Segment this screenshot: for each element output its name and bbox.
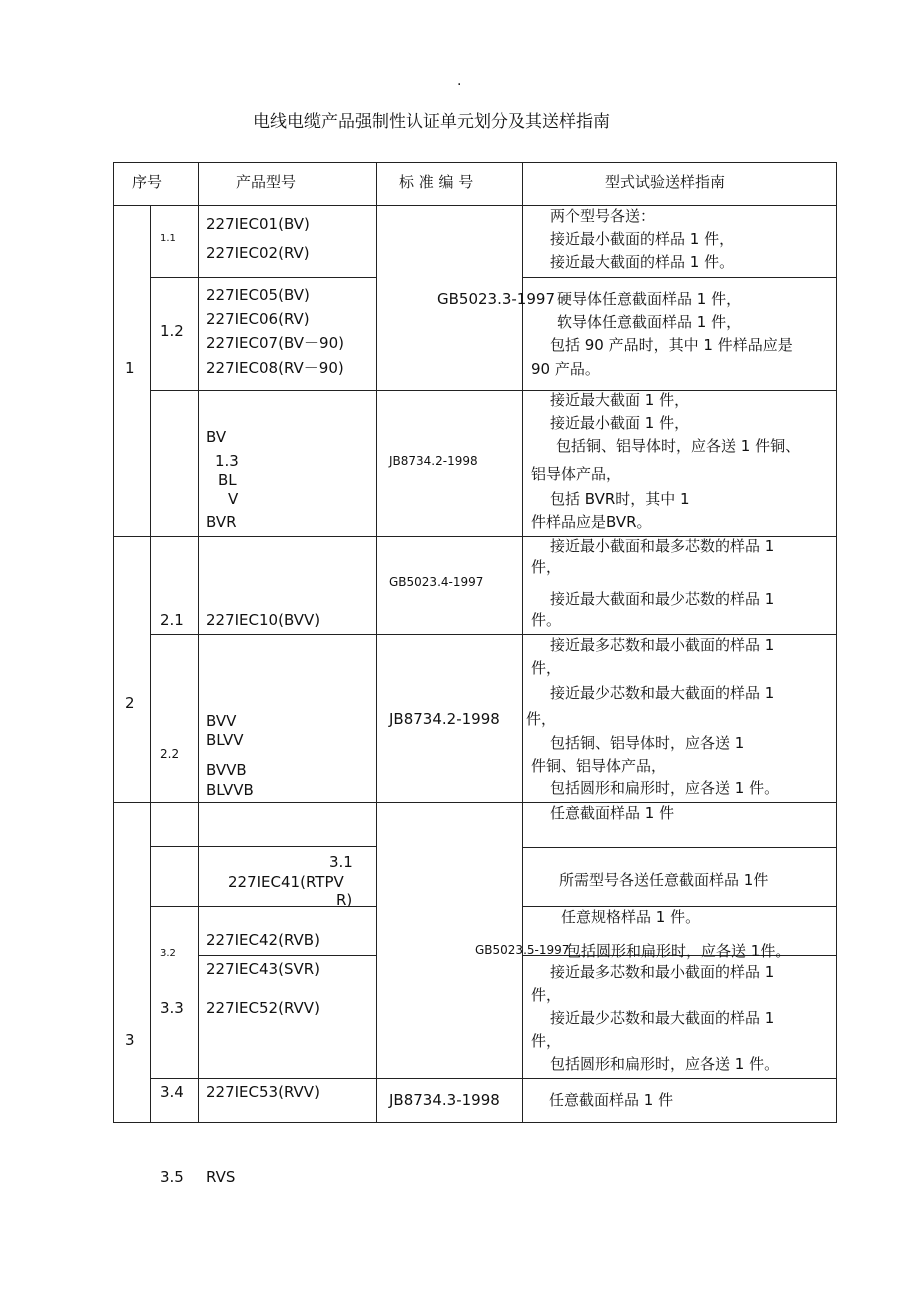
sub-number: 3.4 [160,1083,184,1101]
guide-line: 件， [531,659,562,677]
guide-line: 接近最多芯数和最小截面的样品 1 [550,636,775,654]
guide-line: 件， [531,1032,562,1050]
product-model: RVS [206,1168,236,1186]
header-divider [113,205,837,206]
product-model: BLVV [206,731,244,749]
row-divider [150,1078,837,1079]
product-model: 227IEC08(RV－90) [206,359,344,377]
table-border-bottom [113,1122,837,1123]
guide-line: 接近最大截面 1 件， [550,391,690,409]
product-model: R) [336,891,353,909]
sub-number: 3.2 [160,948,176,959]
guide-line: 接近最大截面的样品 1 件。 [550,253,735,271]
standard-number: GB5023.5-1997 [475,943,570,957]
header-sampling-guide: 型式试验送样指南 [605,173,726,191]
guide-line: 接近最少芯数和最大截面的样品 1 [550,1009,775,1027]
guide-line: 件， [531,558,562,576]
guide-line: 接近最小截面的样品 1 件， [550,230,735,248]
guide-line: 件。 [531,611,562,629]
column-divider [198,205,199,1122]
guide-line: 接近最多芯数和最小截面的样品 1 [550,963,775,981]
guide-line: 所需型号各送任意截面样品 1件 [559,871,769,889]
guide-line: 件样品应是BVR。 [531,513,652,531]
row-divider [522,847,837,848]
guide-line: 铝导体产品， [531,465,622,483]
section-number: 1 [125,359,135,377]
section-divider [113,802,837,803]
sub-number: 1.1 [160,233,176,244]
standard-number: GB5023.4-1997 [389,575,484,589]
product-model: 227IEC05(BV) [206,286,310,304]
standard-number: JB8734.2-1998 [389,454,478,468]
sub-number: 2.1 [160,611,184,629]
standard-number: GB5023.3-1997 [437,290,555,308]
sub-number: 2.2 [160,747,180,761]
sub-number: 3.1 [329,853,353,871]
section-number: 2 [125,694,135,712]
guide-line: 任意截面样品 1 件 [549,1091,674,1109]
product-model: 227IEC10(BVV) [206,611,321,629]
product-model: BVVB [206,761,247,779]
guide-line: 包括铜、铝导体时，应各送 1 件铜、 [556,437,801,455]
sub-number: 1.2 [160,322,184,340]
sub-number: 3.3 [160,999,184,1017]
product-model: 227IEC07(BV－90) [206,334,344,352]
guide-line: 接近最大截面和最少芯数的样品 1 [550,590,775,608]
product-model: BL [218,471,237,489]
product-model: 227IEC52(RVV) [206,999,320,1017]
guide-line: 两个型号各送： [550,207,656,225]
sub-number: 3.5 [160,1168,184,1186]
product-model: 227IEC41(RTPV [228,873,344,891]
product-model: 227IEC42(RVB) [206,931,320,949]
column-divider [376,162,377,1123]
header-product-model: 产品型号 [236,173,297,191]
guide-line: 任意规格样品 1 件。 [561,908,701,926]
sub-number: 1.3 [215,452,239,470]
product-model: BV [206,428,227,446]
table-border-top [113,162,837,163]
row-divider [198,955,376,956]
standard-number: JB8734.2-1998 [389,710,500,728]
product-model: BLVVB [206,781,254,799]
guide-line: 接近最少芯数和最大截面的样品 1 [550,684,775,702]
header-sequence: 序号 [132,173,163,191]
row-divider [522,906,837,907]
row-divider [150,390,837,391]
guide-line: 软导体任意截面样品 1 件， [557,313,742,331]
standard-number: JB8734.3-1998 [389,1091,500,1109]
guide-line: 件， [526,710,557,728]
product-model: BVV [206,712,237,730]
table-border-left [113,162,114,1123]
product-model: BVR [206,513,237,531]
column-divider [150,205,151,1122]
guide-line: 任意截面样品 1 件 [550,804,675,822]
product-model: 227IEC43(SVR) [206,960,321,978]
guide-line: 件， [531,986,562,1004]
guide-line: 件铜、铝导体产品， [531,757,667,775]
guide-line: 包括铜、铝导体时，应各送 1 [550,734,745,752]
section-number: 3 [125,1031,135,1049]
guide-line: 包括 90 产品时，其中 1 件样品应是 [550,336,793,354]
product-model: 227IEC01(BV) [206,215,310,233]
product-model: V [228,490,239,508]
guide-line: 接近最小截面 1 件， [550,414,690,432]
product-model: 227IEC06(RV) [206,310,310,328]
header-standard-number: 标 准 编 号 [399,173,474,191]
product-model: 227IEC53(RVV) [206,1083,320,1101]
row-divider [150,846,376,847]
guide-line: 硬导体任意截面样品 1 件， [557,290,742,308]
guide-line: 接近最小截面和最多芯数的样品 1 [550,537,775,555]
row-divider [522,277,837,278]
guide-line: 包括 BVR时，其中 1 [550,490,690,508]
row-divider [150,634,837,635]
guide-line: 包括圆形和扁形时，应各送 1件。 [566,942,791,960]
row-divider [150,277,376,278]
page-title: 电线电缆产品强制性认证单元划分及其送样指南 [253,112,610,132]
guide-line: 包括圆形和扁形时，应各送 1 件。 [550,1055,780,1073]
guide-line: 90 产品。 [531,360,600,378]
product-model: 227IEC02(RV) [206,244,310,262]
header-dot: · [457,77,462,93]
guide-line: 包括圆形和扁形时，应各送 1 件。 [550,779,780,797]
table-border-right [836,162,837,1123]
column-divider [198,162,199,206]
